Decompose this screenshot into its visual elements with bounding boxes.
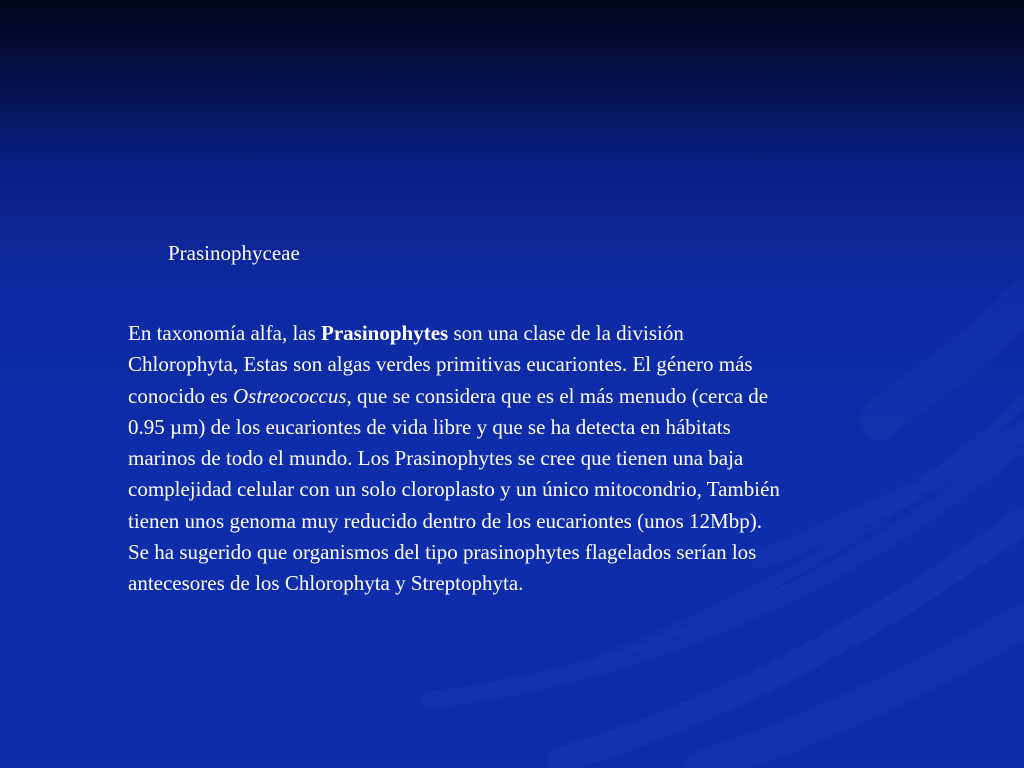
text-span: En taxonomía alfa, las — [128, 321, 322, 345]
body-paragraph — [128, 318, 928, 600]
text-span: son una clase de la división — [448, 321, 684, 345]
text-span: conocido es — [128, 383, 233, 408]
text-line-5: marinos de todo el mundo. Los Prasinophytes se cree que tienen una baja — [128, 446, 744, 471]
text-span: , que se considera que es el más menudo (cerca de — [346, 383, 769, 408]
text-line-8: Se ha sugerido que organismos del tipo prasinophytes flagelados serían los — [128, 540, 757, 565]
text-line-4: 0.95 µm) de los eucariontes de vida libre y que se ha detecta en hábitats — [128, 414, 731, 439]
text-line-9: antecesores de los Chlorophyta y Streptophyta. — [128, 571, 524, 596]
text-line-6: complejidad celular con un solo cloroplasto y un único mitocondrio, También — [128, 477, 780, 502]
text-line-2: Chlorophyta, Estas son algas verdes primitivas eucariontes. El género más — [128, 352, 753, 377]
text-line-1 — [128, 318, 928, 349]
italic-term-ostreococcus: Ostreococcus — [232, 383, 347, 408]
bold-term-prasinophytes: Prasinophytes — [321, 321, 449, 345]
slide-heading: Prasinophyceae — [168, 241, 300, 265]
text-line-3 — [128, 381, 928, 412]
text-line-7: tienen unos genoma muy reducido dentro de los eucariontes (unos 12Mbp). — [128, 508, 762, 533]
